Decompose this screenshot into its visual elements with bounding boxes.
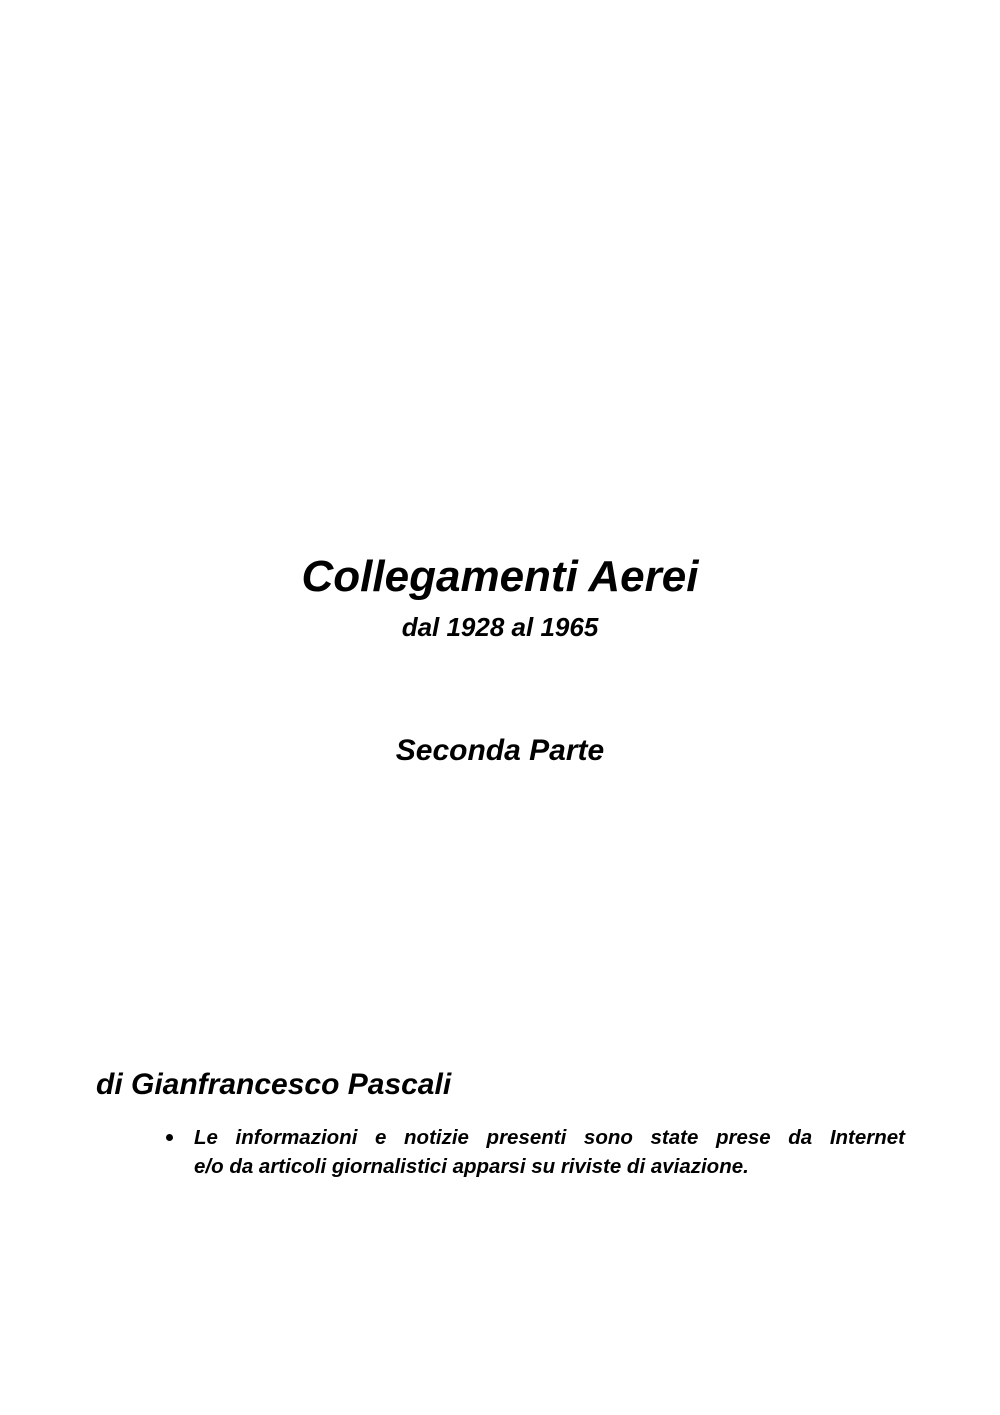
note-line-1: Le informazioni e notizie presenti sono state prese da Internet [194, 1126, 905, 1149]
document-author: di Gianfrancesco Pascali [96, 1068, 452, 1101]
document-part-label: Seconda Parte [395, 734, 605, 767]
document-subtitle: dal 1928 al 1965 [401, 612, 599, 642]
bullet-icon [166, 1134, 173, 1141]
note-item [163, 1123, 905, 1181]
document-title: Collegamenti Aerei [301, 552, 699, 601]
notes-list [163, 1123, 905, 1181]
note-line-2: e/o da articoli giornalistici apparsi su riviste di aviazione. [194, 1155, 749, 1178]
